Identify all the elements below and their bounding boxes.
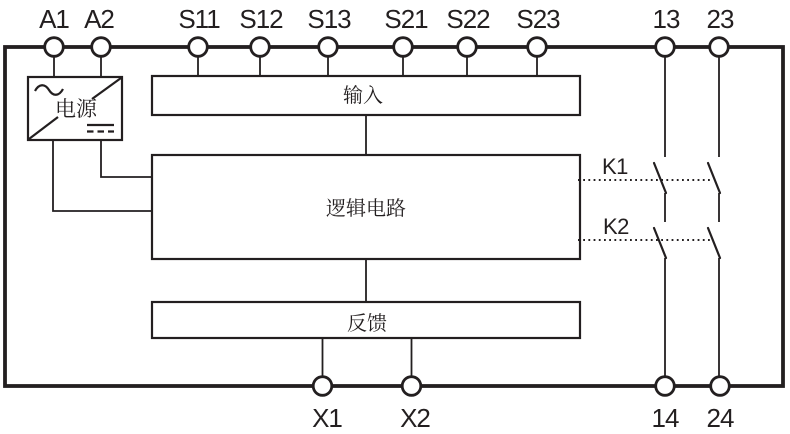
relay-control-links: [578, 154, 713, 240]
terminal-x1-circle: [313, 377, 332, 396]
terminal-x2-circle: [402, 377, 421, 396]
terminal-a1-label: A1: [39, 4, 69, 34]
terminal-s22-circle: [458, 38, 477, 57]
relay-k1-label: K1: [602, 154, 628, 179]
k1-contact-arm-2: [708, 163, 720, 193]
terminal-a2-circle: [92, 38, 111, 57]
terminal-s12-circle: [251, 38, 270, 57]
bottom-terminal-labels: [312, 403, 734, 433]
terminal-s21-circle: [394, 38, 413, 57]
k2-contact-arm-1: [654, 228, 666, 258]
power-supply-block: [28, 77, 122, 140]
logic-circuit-block: [152, 155, 580, 259]
k1-contact-arm-1: [654, 163, 666, 193]
terminal-s21-label: S21: [384, 4, 428, 34]
wire-power-to-logic-2: [53, 140, 152, 211]
terminal-s12-label: S12: [239, 4, 283, 34]
terminal-14-circle: [656, 377, 675, 396]
input-block: [152, 76, 580, 115]
power-supply-label: 电源: [55, 98, 97, 121]
contact-column-13-14: [654, 56, 666, 377]
terminal-a2-label: A2: [84, 4, 114, 34]
terminal-13-label: 13: [652, 4, 680, 34]
relay-k2-label: K2: [603, 214, 629, 239]
contact-column-23-24: [708, 56, 720, 377]
input-label: 输入: [343, 85, 383, 107]
feedback-block: [152, 302, 580, 338]
wire-power-to-logic-1: [101, 140, 152, 177]
terminal-23-label: 23: [706, 4, 734, 34]
terminal-s23-circle: [528, 38, 547, 57]
terminal-s13-circle: [319, 38, 338, 57]
terminal-13-circle: [656, 38, 675, 57]
terminal-s13-label: S13: [307, 4, 351, 34]
terminal-s22-label: S22: [446, 4, 490, 34]
terminal-x2-label: X2: [400, 403, 430, 433]
terminal-x1-label: X1: [312, 403, 342, 433]
logic-circuit-label: 逻辑电路: [326, 198, 406, 220]
terminal-23-circle: [710, 38, 729, 57]
terminal-24-circle: [711, 377, 730, 396]
terminal-a1-circle: [45, 38, 64, 57]
terminal-s11-label: S11: [178, 4, 220, 34]
k2-contact-arm-2: [708, 228, 720, 258]
feedback-label: 反馈: [347, 313, 387, 335]
top-terminal-labels: [39, 4, 734, 34]
terminal-s11-circle: [189, 38, 208, 57]
top-terminal-wires: [54, 56, 537, 77]
terminal-14-label: 14: [651, 403, 679, 433]
terminal-24-label: 24: [706, 403, 734, 433]
terminal-s23-label: S23: [516, 4, 560, 34]
